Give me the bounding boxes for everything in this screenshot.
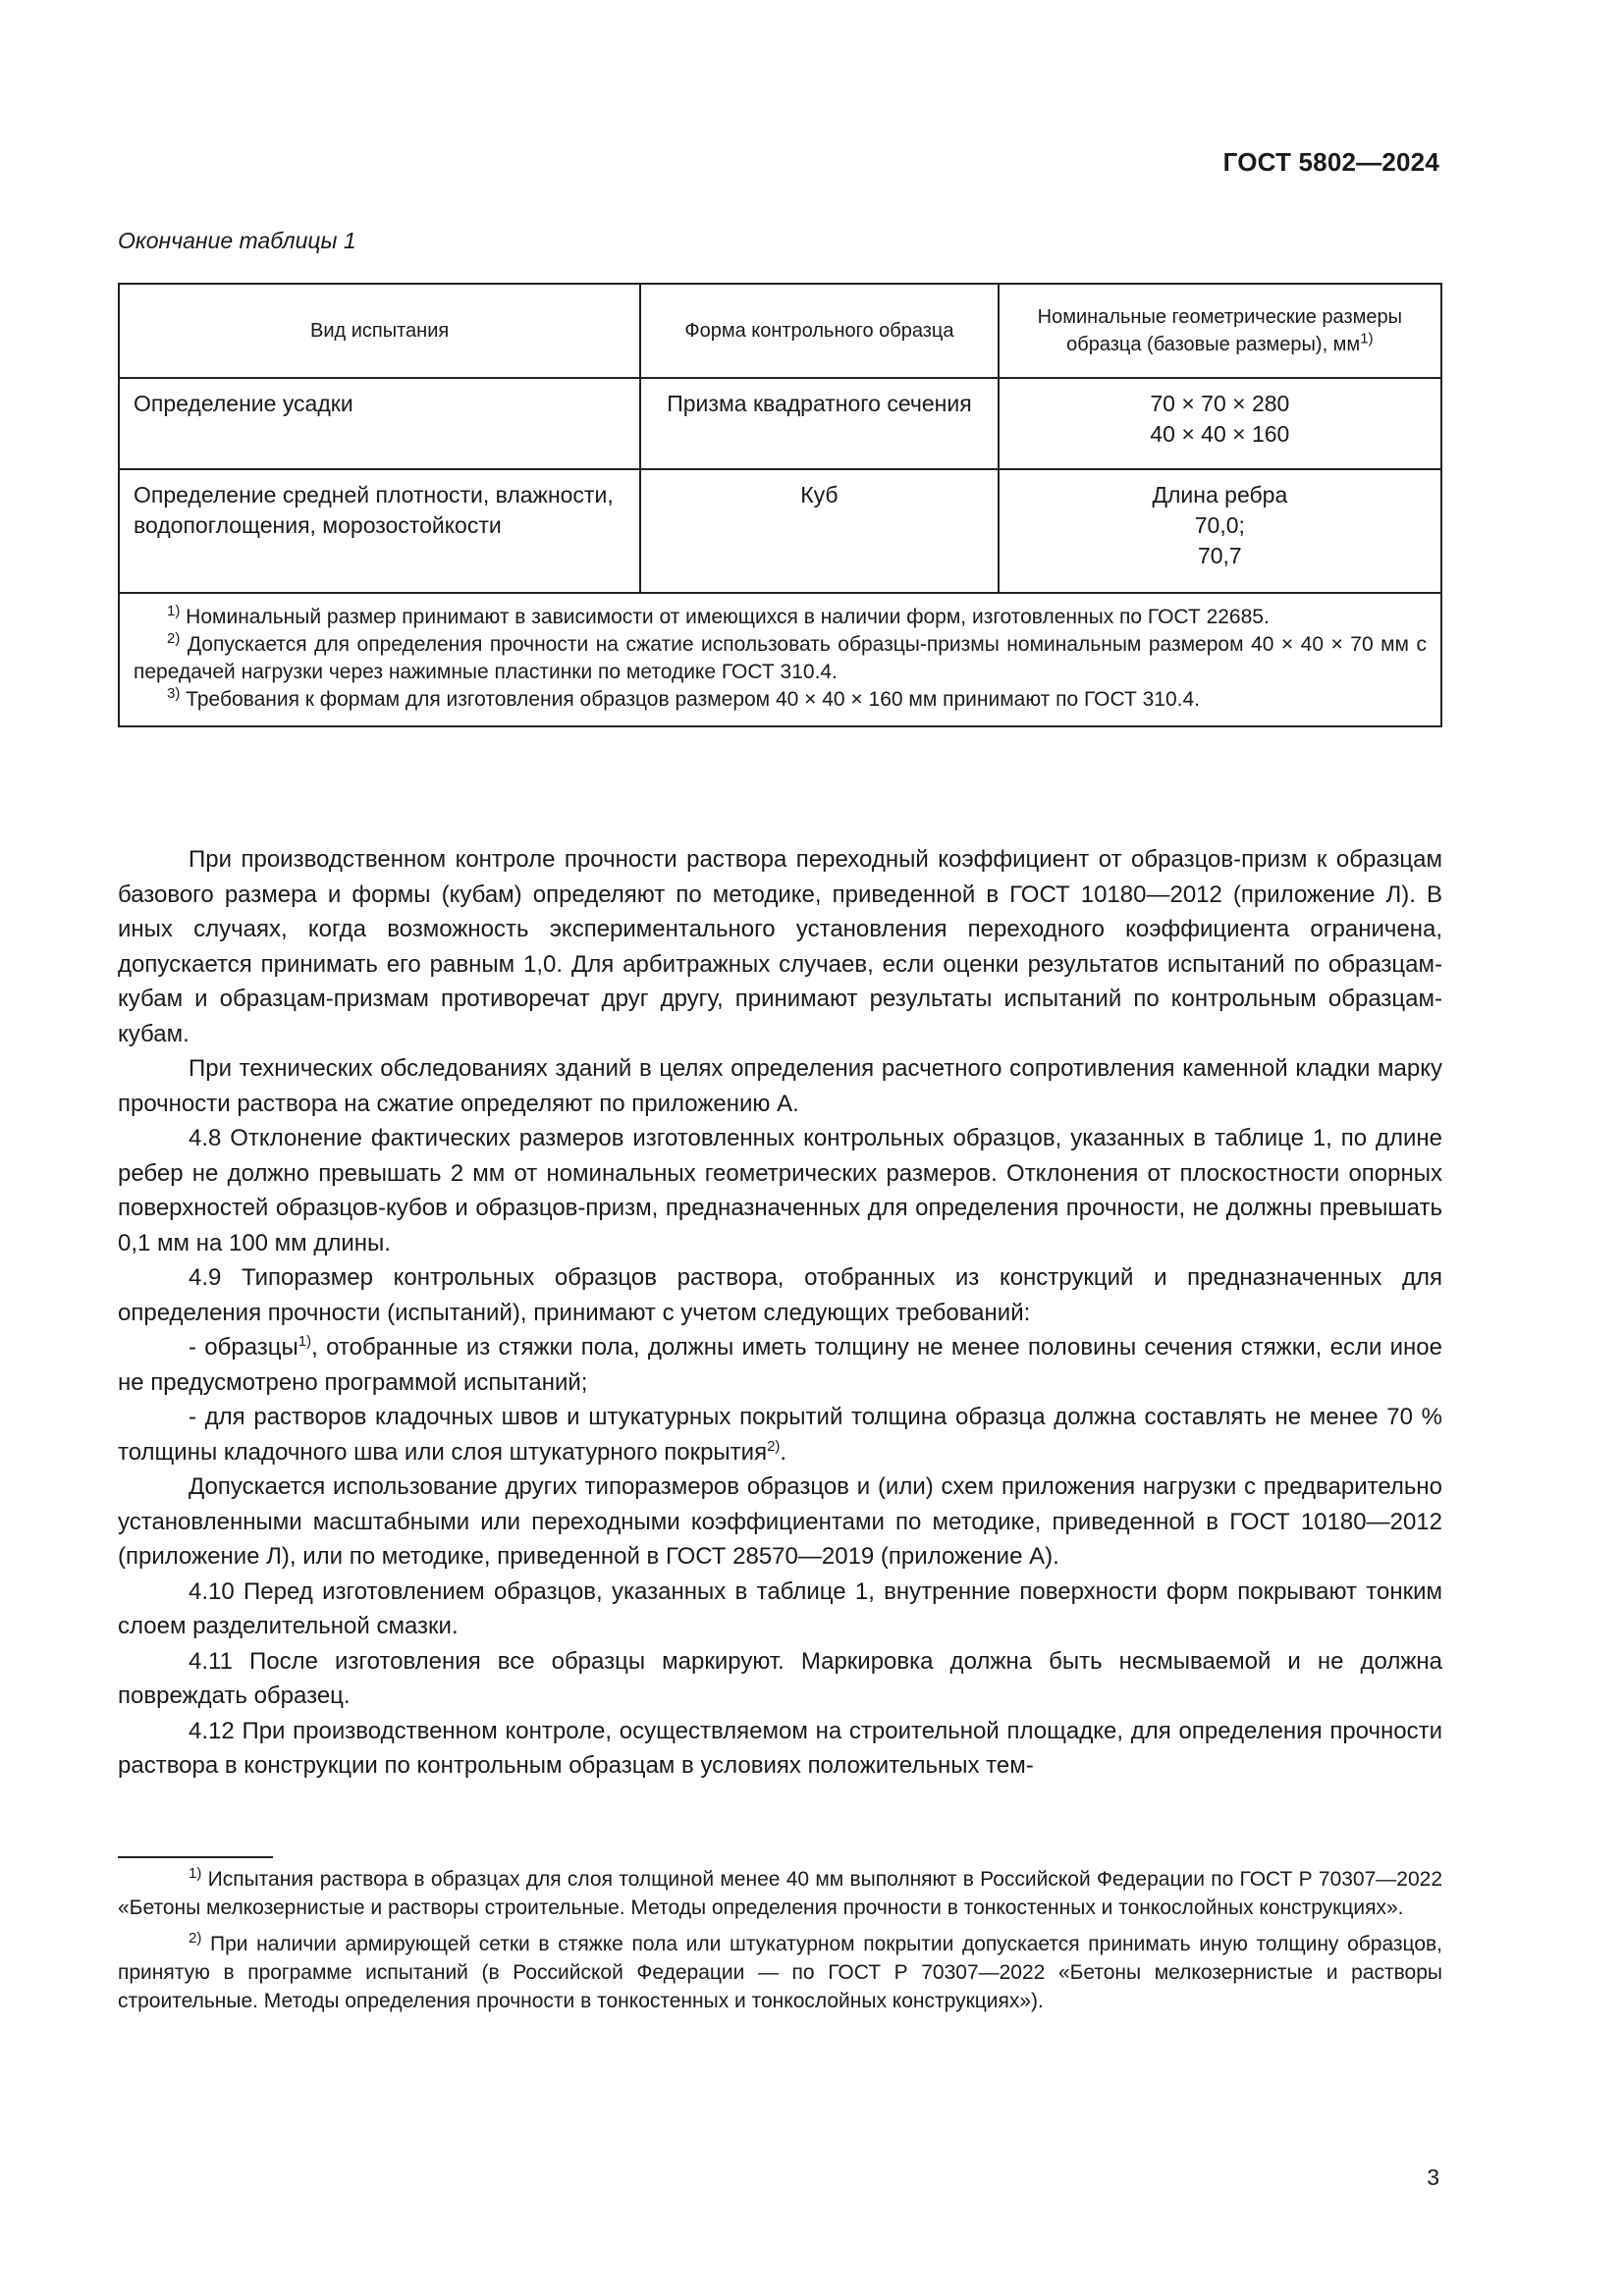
body-text bbox=[118, 842, 1442, 1784]
paragraph: 4.11 После изготовления все образцы маркируют. Маркировка должна быть несмываемой и не должна повреждать образец. bbox=[118, 1647, 1442, 1709]
column-header-sizes: Номинальные геометрические размеры образца (базовые размеры), $мм^{1)}$ bbox=[999, 284, 1441, 378]
footnote-mark: 2) bbox=[189, 1930, 202, 1947]
column-header-footnote-mark: 1) bbox=[1360, 330, 1374, 347]
paragraph: При производственном контроле прочности раствора переходный коэффициент от образцов-призм к образцам базового размера и формы (кубам) определяют по методике, приведенной в ГОСТ 10180—2012 (приложение Л). В иных случаях, когда возможность экспериментального установления переходного коэффициента ограничена, допускается принимать его равным 1,0. Для арбитражных случаев, если оценки результатов испытаний по образцам-кубам и образцам-призмам противоречат друг другу, принимают результаты испытаний по контрольным образцам-кубам. bbox=[118, 846, 1442, 1047]
table-header-row bbox=[119, 284, 1441, 378]
table-row bbox=[119, 469, 1441, 593]
document-id: ГОСТ 5802—2024 bbox=[1222, 147, 1439, 177]
cell-sizes bbox=[999, 469, 1441, 593]
table-caption: Окончание таблицы 1 bbox=[118, 228, 356, 253]
table-note: $^{3)}$ Требования к формам для изготовления образцов размером 40 × 40 × 160 мм принимают по ГОСТ 310.4. bbox=[167, 685, 1201, 711]
paragraph: 4.10 Перед изготовлением образцов, указанных в таблице 1, внутренние поверхности форм покрывают тонким слоем разделительной смазки. bbox=[118, 1577, 1442, 1639]
cell-sizes bbox=[999, 378, 1441, 469]
paragraph: 4.8 Отклонение фактических размеров изготовленных контрольных образцов, указанных в таблице 1, по длине ребер не должно превышать 2 мм от номинальных геометрических размеров. Отклонения от плоскостности опорных поверхностей образцов-кубов и образцов-призм, предназначенных для определения прочности, не должны превышать 0,1 мм на 100 мм длины. bbox=[118, 1125, 1442, 1256]
paragraph: 4.9 Типоразмер контрольных образцов раствора, отобранных из конструкций и предназначенных для определения прочности (испытаний), принимают с учетом следующих требований: bbox=[118, 1264, 1442, 1326]
footnote: $^{2)}$ При наличии армирующей сетки в стяжке пола или штукатурном покрытии допускается принимать иную толщину образцов, принятую в программе испытаний (в Российской Федерации — по ГОСТ Р 70307—2022 «Бетоны мелкозернистые и растворы строительные. Методы определения прочности в тонкостенных и тонкослойных конструкциях»). bbox=[118, 1930, 1442, 2012]
cell-test: Определение усадки bbox=[119, 378, 640, 469]
footnote-mark: 1) bbox=[189, 1865, 202, 1882]
footnote-divider bbox=[118, 1856, 273, 1858]
size-line: Длина ребра bbox=[1152, 482, 1288, 507]
table-notes bbox=[119, 593, 1441, 726]
table-row bbox=[119, 378, 1441, 469]
cell-test: Определение средней плотности, влажности, водопоглощения, морозостойкости bbox=[119, 469, 640, 593]
note-mark: 1) bbox=[167, 603, 181, 619]
note-mark: 2) bbox=[167, 630, 181, 647]
note-mark: 3) bbox=[167, 685, 181, 702]
size-line: 70,0; bbox=[1194, 512, 1245, 538]
column-header-shape: Форма контрольного образца bbox=[640, 284, 998, 378]
size-line: 40 × 40 × 160 bbox=[1150, 421, 1290, 447]
data-table bbox=[118, 283, 1442, 727]
cell-shape: Призма квадратного сечения bbox=[640, 378, 998, 469]
footnote: $^{1)}$ Испытания раствора в образцах для слоя толщиной менее 40 мм выполняют в Российской Федерации по ГОСТ Р 70307—2022 «Бетоны мелкозернистые и растворы строительные. Методы определения прочности в тонкостенных и тонкослойных конструкциях». bbox=[118, 1865, 1442, 1919]
paragraph: 4.12 При производственном контроле, осуществляемом на строительной площадке, для определения прочности раствора в конструкции по контрольным образцам в условиях положительных тем- bbox=[118, 1717, 1442, 1779]
column-header-test: Вид испытания bbox=[119, 284, 640, 378]
table-note: $^{2)}$ Допускается для определения прочности на сжатие использовать образцы-призмы номинальным размером 40 × 40 × 70 мм с передачей нагрузки через нажимные пластинки по методике ГОСТ 310.4. bbox=[134, 630, 1427, 683]
footnote-ref: 2) bbox=[767, 1437, 781, 1455]
footnotes bbox=[118, 1865, 1442, 2023]
paragraph: Допускается использование других типоразмеров образцов и (или) схем приложения нагрузки с предварительно установленными масштабными или переходными коэффициентами по методике, приведенной в ГОСТ 10180—2012 (приложение Л), или по методике, приведенной в ГОСТ 28570—2019 (приложение А). bbox=[118, 1473, 1442, 1570]
page-number: 3 bbox=[1427, 2164, 1439, 2190]
size-line: 70,7 bbox=[1197, 543, 1242, 568]
table-note: $^{1)}$ Номинальный размер принимают в зависимости от имеющихся в наличии форм, изготовленных по ГОСТ 22685. bbox=[167, 603, 1270, 628]
list-item: - образцы$^{1)}$, отобранные из стяжки пола, должны иметь толщину не менее половины сечения стяжки, если иное не предусмотрено программой испытаний; bbox=[118, 1333, 1442, 1396]
paragraph: При технических обследованиях зданий в целях определения расчетного сопротивления каменной кладки марку прочности раствора на сжатие определяют по приложению А. bbox=[118, 1055, 1442, 1117]
cell-shape: Куб bbox=[640, 469, 998, 593]
footnote-ref: 1) bbox=[298, 1333, 312, 1350]
table-notes-row bbox=[119, 593, 1441, 726]
list-item: - для растворов кладочных швов и штукатурных покрытий толщина образца должна составлять не менее 70 % толщины кладочного шва или слоя штукатурного покрытия$^{2)}$. bbox=[118, 1404, 1442, 1466]
size-line: 70 × 70 × 280 bbox=[1150, 391, 1290, 416]
